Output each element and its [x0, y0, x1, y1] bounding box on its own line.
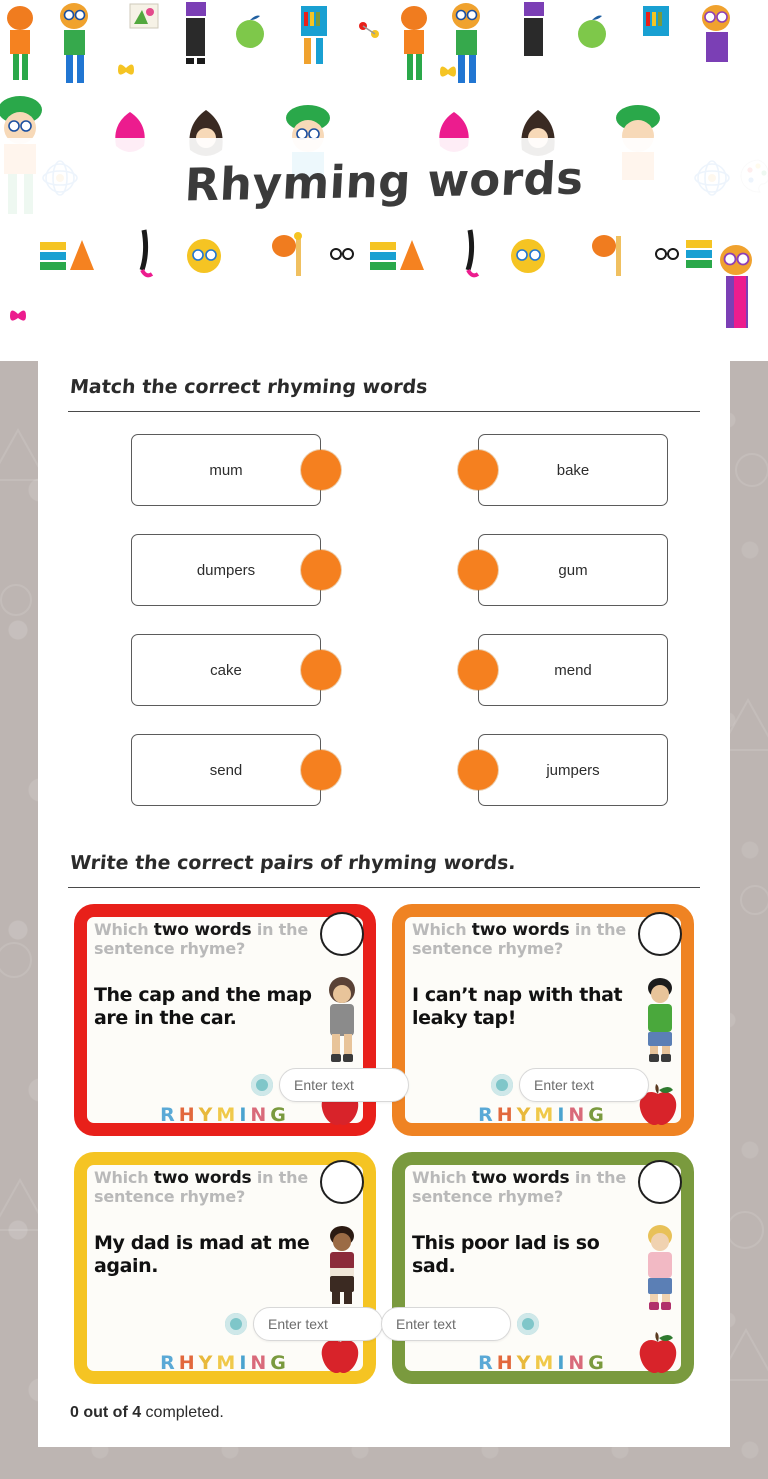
worksheet-sheet	[38, 350, 730, 1447]
card-prompt-bold: two words	[153, 1168, 252, 1188]
completion-status	[68, 1404, 700, 1422]
card-footer-word: RHYMING	[478, 1104, 608, 1126]
match-cell-left	[131, 534, 377, 606]
answer-group	[225, 1307, 383, 1341]
answer-input[interactable]	[519, 1068, 649, 1102]
card-prompt-tail: in the sentence rhyme?	[412, 1168, 626, 1207]
answer-connector-dot[interactable]	[517, 1313, 539, 1335]
match-connector-dot-right[interactable]	[458, 750, 498, 790]
answer-connector-dot[interactable]	[491, 1074, 513, 1096]
match-cell-left	[131, 434, 377, 506]
student-illustration-icon	[640, 1224, 680, 1312]
match-connector-dot-left[interactable]	[301, 550, 341, 590]
match-connector-dot-left[interactable]	[301, 750, 341, 790]
card-sentence: This poor lad is so sad.	[412, 1232, 600, 1278]
card-prompt	[412, 920, 674, 959]
matching-game-grid	[68, 422, 700, 806]
card-prompt-lead: Which	[412, 1168, 472, 1187]
card-footer-word: RHYMING	[160, 1104, 290, 1126]
rhyming-card	[68, 1146, 382, 1390]
answer-group	[491, 1068, 649, 1102]
match-option-left[interactable]: mum	[131, 434, 321, 506]
rhyming-card	[386, 898, 700, 1142]
card-prompt-lead: Which	[412, 920, 472, 939]
match-cell-left	[131, 634, 377, 706]
match-section-heading: Match the correct rhyming words	[69, 376, 429, 398]
card-prompt	[412, 1168, 674, 1207]
match-cell-left	[131, 734, 377, 806]
card-sentence: The cap and the map are in the car.	[94, 984, 312, 1030]
answer-group	[381, 1307, 539, 1341]
card-prompt-tail: in the sentence rhyme?	[94, 1168, 308, 1207]
worksheet-title-banner	[0, 138, 768, 224]
student-illustration-icon	[322, 1224, 362, 1312]
match-cell-right	[423, 634, 669, 706]
match-connector-dot-left[interactable]	[301, 450, 341, 490]
answer-input[interactable]	[381, 1307, 511, 1341]
card-prompt-tail: in the sentence rhyme?	[94, 920, 308, 959]
match-option-left[interactable]: cake	[131, 634, 321, 706]
answer-input[interactable]	[253, 1307, 383, 1341]
student-illustration-icon	[640, 976, 680, 1064]
write-section-divider	[68, 887, 700, 888]
match-option-right[interactable]: mend	[478, 634, 668, 706]
match-option-right[interactable]: gum	[478, 534, 668, 606]
card-number-circle	[320, 1160, 364, 1204]
card-prompt-tail: in the sentence rhyme?	[412, 920, 626, 959]
rhyming-cards-grid	[68, 898, 700, 1390]
match-option-right[interactable]: jumpers	[478, 734, 668, 806]
card-number-circle	[320, 912, 364, 956]
card-sentence: My dad is mad at me again.	[94, 1232, 310, 1278]
match-cell-right	[423, 534, 669, 606]
completion-suffix: completed.	[141, 1404, 224, 1421]
student-illustration-icon	[322, 976, 362, 1064]
card-prompt	[94, 920, 356, 959]
header-banner	[0, 0, 768, 361]
answer-group	[251, 1068, 409, 1102]
match-option-right[interactable]: bake	[478, 434, 668, 506]
match-connector-dot-left[interactable]	[301, 650, 341, 690]
card-number-circle	[638, 912, 682, 956]
match-cell-right	[423, 734, 669, 806]
match-connector-dot-right[interactable]	[458, 550, 498, 590]
card-prompt-lead: Which	[94, 920, 154, 939]
card-prompt-bold: two words	[471, 920, 570, 940]
answer-connector-dot[interactable]	[225, 1313, 247, 1335]
rhyming-card	[68, 898, 382, 1142]
card-prompt-bold: two words	[471, 1168, 570, 1188]
match-cell-right	[423, 434, 669, 506]
card-prompt-bold: two words	[153, 920, 252, 940]
card-footer-word: RHYMING	[160, 1352, 290, 1374]
card-sentence: I can’t nap with that leaky tap!	[412, 984, 623, 1030]
card-number-circle	[638, 1160, 682, 1204]
page-title: Rhyming words	[183, 151, 585, 211]
rhyming-card	[386, 1146, 700, 1390]
write-section-heading: Write the correct pairs of rhyming words.	[69, 852, 517, 874]
answer-input[interactable]	[279, 1068, 409, 1102]
match-connector-dot-right[interactable]	[458, 650, 498, 690]
match-option-left[interactable]: dumpers	[131, 534, 321, 606]
match-connector-dot-right[interactable]	[458, 450, 498, 490]
card-prompt-lead: Which	[94, 1168, 154, 1187]
match-option-left[interactable]: send	[131, 734, 321, 806]
completion-count: 0 out of 4	[70, 1404, 142, 1421]
card-prompt	[94, 1168, 356, 1207]
card-footer-word: RHYMING	[478, 1352, 608, 1374]
answer-connector-dot[interactable]	[251, 1074, 273, 1096]
match-section-divider	[68, 411, 700, 412]
